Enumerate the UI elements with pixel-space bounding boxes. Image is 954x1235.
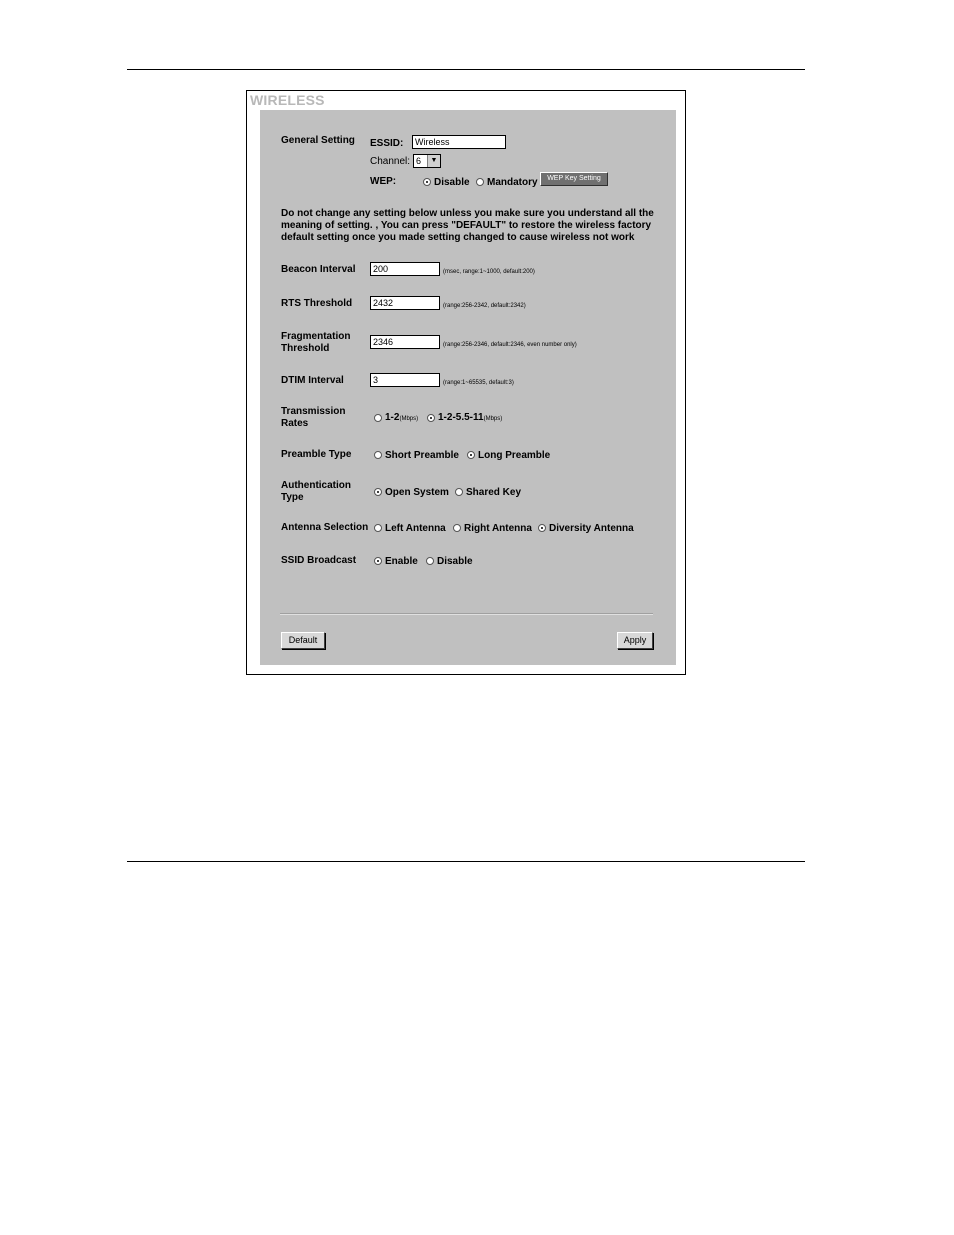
ssid-disable-radio[interactable] xyxy=(426,557,434,565)
general-setting-heading: General Setting xyxy=(281,135,355,146)
essid-input[interactable]: Wireless xyxy=(412,135,506,149)
ssid-broadcast-label: SSID Broadcast xyxy=(281,555,357,566)
shared-key-label: Shared Key xyxy=(466,487,522,498)
ssid-enable-radio[interactable] xyxy=(374,557,382,565)
left-antenna-label: Left Antenna xyxy=(385,523,446,534)
chevron-down-icon[interactable]: ▼ xyxy=(427,155,440,167)
fragmentation-label-line2: Threshold xyxy=(281,343,330,354)
fragmentation-threshold-hint: (range:256-2346, default:2346, even number only) xyxy=(443,342,577,348)
warning-line-2: meaning of setting. , You can press "DEFAULT" to restore the wireless factory xyxy=(281,220,652,231)
ssid-enable-label: Enable xyxy=(385,556,418,567)
apply-button[interactable]: Apply xyxy=(617,632,653,649)
dtim-interval-label: DTIM Interval xyxy=(281,375,344,386)
rate-1-2-radio[interactable] xyxy=(374,414,382,422)
preamble-type-label: Preamble Type xyxy=(281,449,352,460)
default-button[interactable]: Default xyxy=(281,632,325,649)
left-antenna-radio[interactable] xyxy=(374,524,382,532)
open-system-radio[interactable] xyxy=(374,488,382,496)
long-preamble-radio[interactable] xyxy=(467,451,475,459)
warning-line-3: default setting once you made setting changed to cause wireless not work xyxy=(281,232,635,243)
channel-select[interactable] xyxy=(413,154,441,168)
right-antenna-label: Right Antenna xyxy=(464,523,532,534)
beacon-interval-label: Beacon Interval xyxy=(281,264,356,275)
essid-label: ESSID: xyxy=(370,138,404,149)
diversity-antenna-radio[interactable] xyxy=(538,524,546,532)
authentication-type-label-line1: Authentication xyxy=(281,480,351,491)
wep-key-setting-button[interactable]: WEP Key Setting xyxy=(540,172,608,186)
dtim-interval-hint: (range:1~65535, default:3) xyxy=(443,380,514,386)
channel-label: Channel: xyxy=(370,156,411,167)
short-preamble-label: Short Preamble xyxy=(385,450,459,461)
window-title: WIRELESS xyxy=(250,92,325,108)
rts-threshold-label: RTS Threshold xyxy=(281,298,353,309)
wireless-window xyxy=(246,90,686,675)
channel-value: 6 xyxy=(416,156,422,166)
right-antenna-radio[interactable] xyxy=(453,524,461,532)
antenna-selection-label: Antenna Selection xyxy=(281,522,369,533)
wep-disable-label: Disable xyxy=(434,177,470,188)
warning-line-1: Do not change any setting below unless you make sure you understand all the xyxy=(281,208,654,219)
dtim-interval-input[interactable]: 3 xyxy=(370,373,440,387)
beacon-interval-input[interactable]: 200 xyxy=(370,262,440,276)
short-preamble-radio[interactable] xyxy=(374,451,382,459)
rate-all-label xyxy=(438,412,502,425)
transmission-rates-label-line1: Transmission xyxy=(281,406,346,417)
rate-1-2-text: 1-2 xyxy=(385,412,400,423)
transmission-rates-label-line2: Rates xyxy=(281,418,309,429)
settings-panel xyxy=(260,110,676,665)
fragmentation-threshold-input[interactable]: 2346 xyxy=(370,335,440,349)
rate-1-2-unit: (Mbps) xyxy=(399,416,419,422)
shared-key-radio[interactable] xyxy=(455,488,463,496)
wep-disable-radio[interactable] xyxy=(423,178,431,186)
bottom-rule xyxy=(127,861,805,862)
rate-1-2-label xyxy=(385,412,418,425)
section-divider xyxy=(280,613,653,615)
wep-mandatory-label: Mandatory xyxy=(487,177,538,188)
wep-mandatory-radio[interactable] xyxy=(476,178,484,186)
authentication-type-label-line2: Type xyxy=(281,492,304,503)
beacon-interval-hint: (msec, range:1~1000, default:200) xyxy=(443,269,535,275)
rate-all-radio[interactable] xyxy=(427,414,435,422)
fragmentation-label-line1: Fragmentation xyxy=(281,331,351,342)
rts-threshold-hint: (range:256-2342, default:2342) xyxy=(443,303,526,309)
top-rule xyxy=(127,69,805,70)
rate-all-text: 1-2-5.5-11 xyxy=(438,412,484,423)
long-preamble-label: Long Preamble xyxy=(478,450,551,461)
rts-threshold-input[interactable]: 2432 xyxy=(370,296,440,310)
diversity-antenna-label: Diversity Antenna xyxy=(549,523,634,534)
ssid-disable-label: Disable xyxy=(437,556,473,567)
open-system-label: Open System xyxy=(385,487,449,498)
rate-all-unit: (Mbps) xyxy=(483,416,503,422)
wep-label: WEP: xyxy=(370,176,397,187)
